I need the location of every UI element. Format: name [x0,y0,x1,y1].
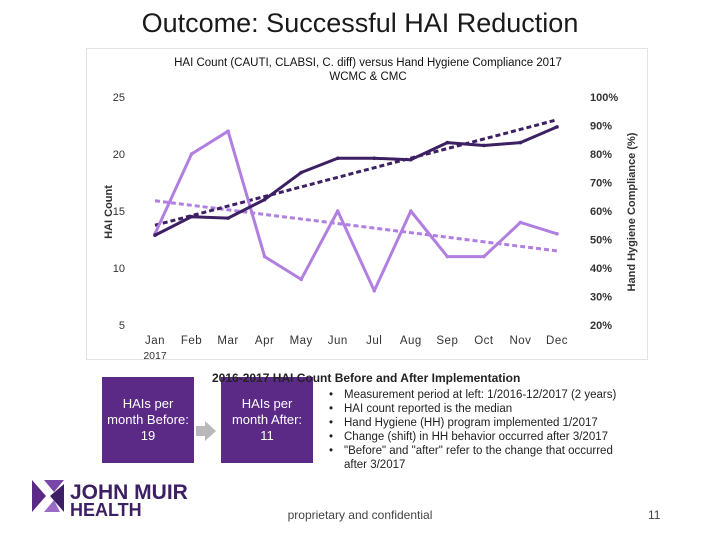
note-item: • "Before" and "after" refer to the change that occurred after 3/2017 [328,444,628,472]
hai-count-point [446,255,450,259]
right-tick-label: 90% [590,120,613,133]
note-item: • Hand Hygiene (HH) program implemented 1/2017 [328,416,628,430]
left-tick-label: 10 [112,263,125,275]
hand-hygiene-point [555,125,559,129]
right-arrow-icon [195,420,217,442]
right-tick-label: 60% [590,206,613,218]
hand-hygiene-point [226,216,230,220]
jmh-logo-mark [30,478,66,514]
hai-count-line [155,131,557,291]
footer-text: proprietary and confidential [287,508,433,522]
right-tick-label: 20% [590,320,613,332]
x-year-label: 2017 [143,350,167,361]
right-tick-label: 50% [590,234,613,247]
hai-count-point [519,221,523,225]
hand-hygiene-point [372,156,376,160]
hai-count-point [482,255,486,259]
hand-hygiene-point [336,156,340,160]
hand-hygiene-point [409,158,413,162]
x-tick-label: Jan [144,335,166,347]
note-item: • Measurement period at left: 1/2016-12/2017 (2 years) [328,388,628,402]
hai-count-point [372,289,376,293]
x-tick-label: Dec [546,335,568,347]
x-tick-label: Mar [217,335,239,347]
x-tick-label: May [289,335,313,347]
right-tick-label: 30% [590,291,613,304]
hai-count-point [226,129,230,133]
left-axis-title: HAI Count [103,185,115,239]
x-tick-label: Aug [399,335,422,347]
hai-count-point [336,209,340,213]
x-tick-label: Sep [436,335,459,347]
left-tick-label: 5 [118,320,125,332]
after-box [221,377,313,463]
hai-hand-hygiene-chart [87,49,649,361]
note-item: • Change (shift) in HH behavior occurred after 3/2017 [328,430,628,444]
right-tick-label: 80% [590,149,613,161]
hand-hygiene-point [153,233,157,237]
notes-list [328,388,628,472]
note-item: • HAI count reported is the median [328,402,628,416]
before-box [102,377,194,463]
x-tick-label: Feb [180,335,203,347]
page-number: 11 [648,508,661,522]
hand-hygiene-point [190,215,194,219]
chart-title: HAI Count (CAUTI, CLABSI, C. diff) versus Hand Hygiene Compliance 2017 [174,57,562,69]
x-tick-label: Jul [366,335,383,347]
x-tick-label: Apr [254,335,275,347]
logo-wordmark-line1: JOHN MUIR [70,481,188,504]
hand-hygiene-point [299,171,303,175]
right-axis-title: Hand Hygiene Compliance (%) [626,132,638,292]
after-label: HAIs per month After: 11 [231,396,303,443]
left-tick-label: 15 [112,206,125,218]
hand-hygiene-point [263,198,267,202]
x-tick-label: Oct [474,335,494,347]
hai-count-point [190,152,194,156]
hand-hygiene-point [519,141,523,145]
right-tick-label: 70% [590,177,613,190]
notes-title: 2016-2017 HAI Count Before and After Implementation [212,371,521,385]
before-label: HAIs per month Before: 19 [107,396,189,443]
hai-count-point [555,232,559,236]
x-tick-label: Nov [509,335,532,347]
left-tick-label: 20 [112,149,125,161]
hand-hygiene-point [446,141,450,145]
chart-frame [86,48,648,360]
right-tick-label: 100% [590,92,619,104]
hai-count-point [409,209,413,213]
right-tick-label: 40% [590,263,613,275]
hand-hygiene-point [482,144,486,148]
logo-wordmark-line2: HEALTH [70,500,142,520]
hai-count-point [299,278,303,282]
chart-subtitle: WCMC & CMC [329,71,407,83]
x-tick-label: Jun [327,335,348,347]
hai-count-point [263,255,267,259]
hand-hygiene-line [155,127,557,235]
left-tick-label: 25 [112,92,125,104]
slide-title: Outcome: Successful HAI Reduction [141,8,579,38]
